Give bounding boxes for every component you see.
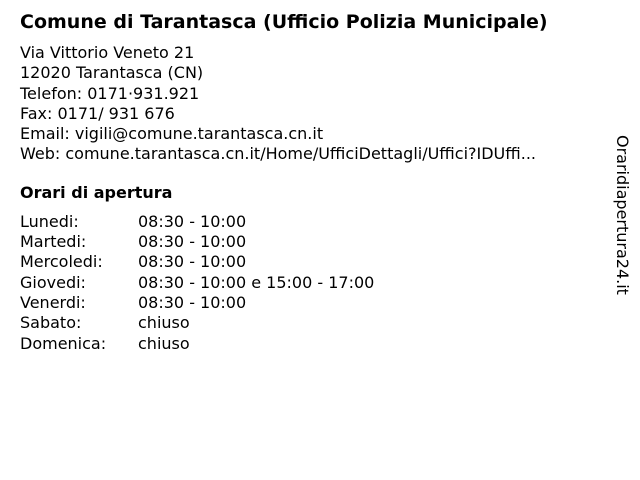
day-label: Giovedi:	[20, 272, 86, 292]
day-label: Mercoledi:	[20, 252, 103, 272]
hours-row-saturday	[20, 313, 600, 333]
time-value: chiuso	[138, 313, 190, 333]
time-value: 08:30 - 10:00	[138, 211, 247, 231]
time-value: 08:30 - 10:00	[138, 232, 247, 252]
hours-row-wednesday	[20, 252, 600, 272]
site-brand-vertical: Oraridiapertura24.it	[613, 135, 632, 295]
time-value: 08:30 - 10:00	[138, 292, 247, 312]
email-line[interactable]: Email: vigili@comune.tarantasca.cn.it	[20, 124, 324, 144]
day-label: Martedi:	[20, 232, 87, 252]
day-label: Lunedi:	[20, 211, 79, 231]
opening-hours-heading: Orari di apertura	[20, 182, 173, 202]
hours-row-friday	[20, 293, 600, 313]
address-street: Via Vittorio Veneto 21	[20, 43, 195, 62]
web-link[interactable]: Web: comune.tarantasca.cn.it/Home/UfficiDettagli/Uffici?IDUffi...	[20, 144, 536, 164]
hours-row-sunday	[20, 334, 600, 354]
day-label: Venerdi:	[20, 292, 86, 312]
day-label: Sabato:	[20, 313, 82, 333]
time-value: 08:30 - 10:00 e 15:00 - 17:00	[138, 272, 375, 292]
fax-line: Fax: 0171/ 931 676	[20, 103, 175, 123]
time-value: 08:30 - 10:00	[138, 252, 247, 272]
address-city: 12020 Tarantasca (CN)	[20, 63, 204, 83]
hours-row-monday	[20, 212, 600, 232]
hours-row-tuesday	[20, 232, 600, 252]
office-card	[20, 9, 600, 354]
contact-block	[20, 43, 600, 165]
phone-line[interactable]: Telefon: 0171·931.921	[20, 83, 200, 103]
day-label: Domenica:	[20, 333, 107, 353]
office-title: Comune di Tarantasca (Ufficio Polizia Municipale)	[20, 11, 548, 33]
time-value: chiuso	[138, 333, 190, 353]
hours-row-thursday	[20, 273, 600, 293]
opening-hours-table	[20, 212, 600, 354]
